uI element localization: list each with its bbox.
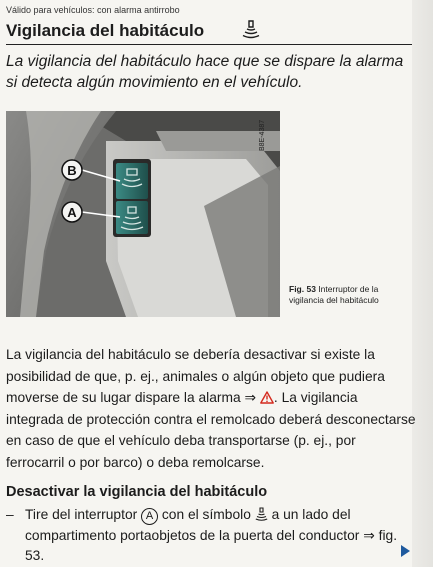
validity-note: Válido para vehículos: con alarma antirrobo xyxy=(6,5,180,15)
caption-text: Interruptor de la vigilancia del habitáculo xyxy=(289,284,379,305)
interior-sensor-icon xyxy=(240,19,262,41)
section-heading: Desactivar la vigilancia del habitáculo xyxy=(6,484,268,500)
step-text-1: Tire del interruptor xyxy=(25,507,138,522)
warning-triangle-icon[interactable] xyxy=(260,391,274,404)
door-panel-illustration xyxy=(6,111,280,317)
adjacent-page-edge xyxy=(412,0,433,567)
paragraph-part1: La vigilancia del habitáculo se debería desactivar si existe la posibilidad de que, p. ej., animales o algún objeto que pudiera moverse de su lugar dispare la alarma ⇒ xyxy=(6,347,385,405)
bullet-dash: – xyxy=(6,507,14,522)
caption-label: Fig. 53 xyxy=(289,284,316,294)
figure-caption xyxy=(289,284,411,306)
callout-a: A xyxy=(67,205,77,220)
page-title: Vigilancia del habitáculo xyxy=(6,21,205,40)
list-item xyxy=(6,505,412,567)
paragraph-part2: . La vigilancia integrada de protección contra el remolcado deberá desconectarse en caso de que el vehículo deba transportarse (p. ej., por ferrocarril o por barco) o deba remolcarse. xyxy=(6,390,416,470)
next-page-arrow-icon[interactable] xyxy=(401,545,410,557)
intro-text: La vigilancia del habitáculo hace que se dispare la alarma si detecta algún movimiento en el vehículo. xyxy=(6,53,404,91)
step-text-2: con el símbolo xyxy=(161,507,251,522)
figure-code: B8E-4387 xyxy=(259,119,266,151)
title-bar xyxy=(6,18,412,45)
body-paragraph xyxy=(6,344,416,473)
step-text-3: a un lado del compartimento portaobjetos de la puerta del conductor ⇒ fig. 53. xyxy=(25,507,398,563)
callout-b: B xyxy=(67,163,77,178)
interior-sensor-icon xyxy=(255,507,268,521)
switch-a-marker: A xyxy=(141,508,158,525)
figure-door-switch xyxy=(6,111,280,317)
